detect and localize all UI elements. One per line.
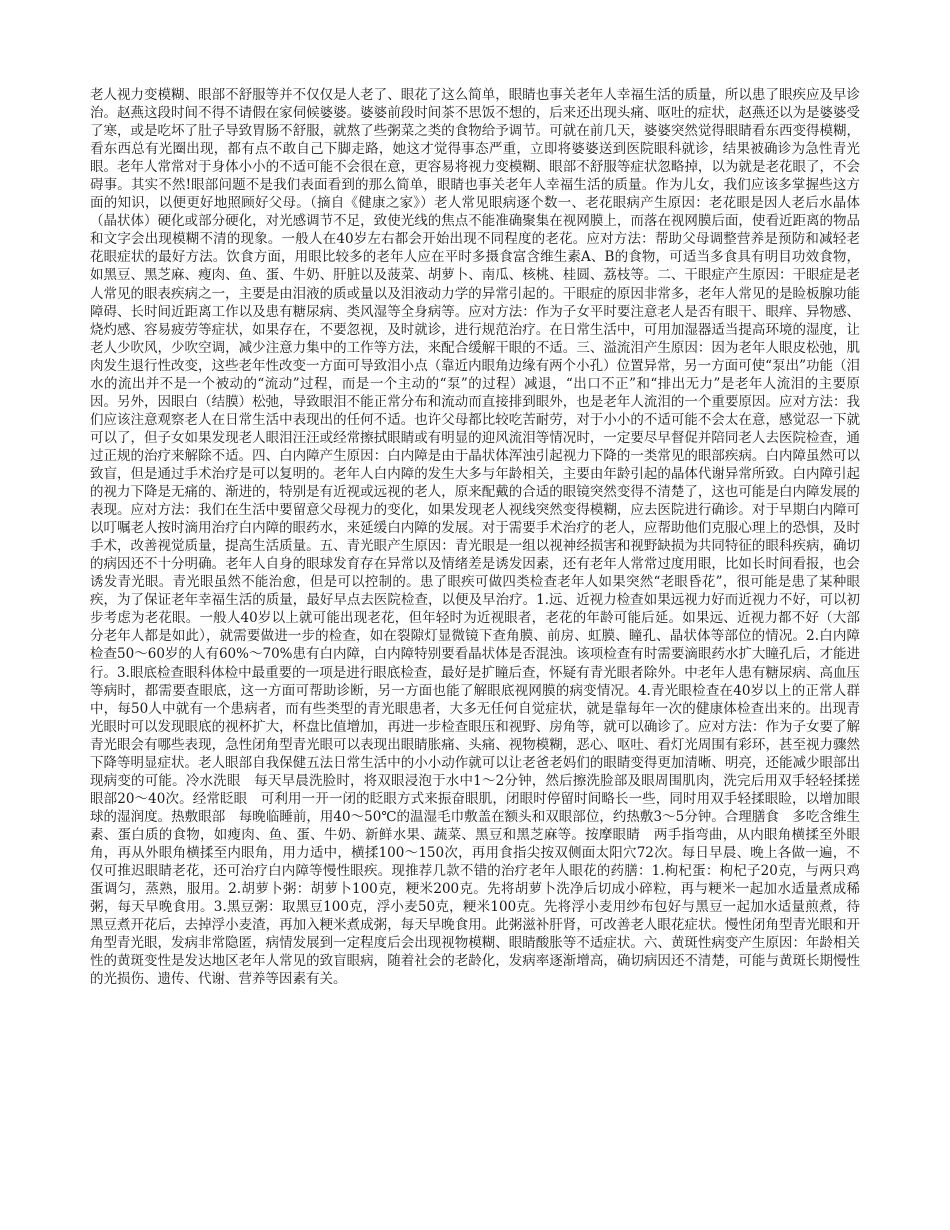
document-page <box>90 86 860 988</box>
article-body: 老人视力变模糊、眼部不舒服等并不仅仅是人老了、眼花了这么简单，眼睛也事关老年人幸福生活的质量，所以患了眼疾应及早诊治。赵燕这段时间不得不请假在家伺候婆婆。婆婆前段时间茶不思饭不想的，后来还出现头痛、呕吐的症状，赵燕还以为是婆婆受了寒，或是吃坏了肚子导致胃肠不舒服，就熬了些粥菜之类的食物给予调节。可就在前几天，婆婆突然觉得眼睛看东西变得模糊，看东西总有光圈出现，都有点不敢自己下脚走路，她这才觉得事态严重，立即将婆婆送到医院眼科就诊，结果被确诊为急性青光眼。老年人常常对于身体小小的不适可能不会很在意，更容易将视力变模糊、眼部不舒服等症状忽略掉，以为就是老花眼了，不会碍事。其实不然!眼部问题不是我们表面看到的那么简单，眼睛也事关老年人幸福生活的质量。作为儿女，我们应该多掌握些这方面的知识，以便更好地照顾好父母。（摘自《健康之家》）老人常见眼病逐个数一、老花眼病产生原因：老花眼是因人老后水晶体（晶状体）硬化或部分硬化，对光感调节不足，致使光线的焦点不能准确聚集在视网膜上，而落在视网膜后面，使看近距离的物品和文字会出现模糊不清的现象。一般人在40岁左右都会开始出现不同程度的老花。应对方法：帮助父母调整营养是预防和减轻老花眼症状的最好方法。饮食方面，用眼比较多的老年人应在平时多摄食富含维生素A、B的食物，可适当多食具有明目功效食物，如黑豆、黑芝麻、瘦肉、鱼、蛋、牛奶、肝脏以及菠菜、胡萝卜、南瓜、核桃、桂圆、荔枝等。二、干眼症产生原因：干眼症是老人常见的眼表疾病之一，主要是由泪液的质或量以及泪液动力学的异常引起的。干眼症的原因非常多，老年人常见的是睑板腺功能障碍、长时间近距离工作以及患有糖尿病、类风湿等全身病等。应对方法：作为子女平时要注意老人是否有眼干、眼痒、异物感、烧灼感、容易疲劳等症状，如果存在，不要忽视，及时就诊，进行规范治疗。在日常生活中，可用加湿器适当提高环境的湿度，让老人少吹风，少吹空调，减少注意力集中的工作等方法，来配合缓解干眼的不适。三、溢流泪产生原因：因为老年人眼皮松弛，肌肉发生退行性改变，这些老年性改变一方面可导致泪小点（靠近内眼角边缘有两个小孔）位置异常，另一方面可使“泵出”功能（泪水的流出并不是一个被动的“流动”过程，而是一个主动的“泵”的过程）减退，“出口不正”和“排出无力”是老年人流泪的主要原因。另外，因眼白（结膜）松弛，导致眼泪不能正常分布和流动而直接排到眼外，也是老年人流泪的一个重要原因。应对方法：我们应该注意观察老人在日常生活中表现出的任何不适。也许父母都比较吃苦耐劳，对于小小的不适可能不会太在意，感觉忍一下就可以了，但子女如果发现老人眼泪汪汪或经常擦拭眼睛或有明显的迎风流泪等情况时，一定要尽早督促并陪同老人去医院检查，通过正规的治疗来解除不适。四、白内障产生原因：白内障是由于晶状体浑浊引起视力下降的一类常见的眼部疾病。白内障虽然可以致盲，但是通过手术治疗是可以复明的。老年人白内障的发生大多与年龄相关，主要由年龄引起的晶体代谢异常所致。白内障引起的视力下降是无痛的、渐进的，特别是有近视或远视的老人，原来配戴的合适的眼镜突然变得不清楚了，这也可能是白内障发展的表现。应对方法：我们在生活中要留意父母视力的变化，如果发现老人视线突然变得模糊，应去医院进行确诊。对于早期白内障可以叮嘱老人按时滴用治疗白内障的眼药水，来延缓白内障的发展。对于需要手术治疗的老人，应帮助他们克服心理上的恐惧，及时手术，改善视觉质量，提高生活质量。五、青光眼产生原因：青光眼是一组以视神经损害和视野缺损为共同特征的眼科疾病，确切的病因还不十分明确。老年人自身的眼球发育存在异常以及情绪差是诱发因素，还有老年人常常过度用眼，比如长时间看报，也会诱发青光眼。青光眼虽然不能治愈，但是可以控制的。患了眼疾可做四类检查老年人如果突然“老眼昏花”，很可能是患了某种眼疾，为了保证老年幸福生活的质量，最好早点去医院检查，以便及早治疗。1.远、近视力检查如果远视力好而近视力不好，可以初步考虑为老花眼。一般人40岁以上就可能出现老花，但年轻时为近视眼者，老花的年龄可能后延。如果远、近视力都不好（大部分老年人都是如此），就需要做进一步的检查，如在裂隙灯显微镜下查角膜、前房、虹膜、瞳孔、晶状体等部位的情况。2.白内障检查50～60岁的人有60%～70%患有白内障，白内障特别要看晶状体是否混浊。该项检查有时需要滴眼药水扩大瞳孔后，才能进行。3.眼底检查眼科体检中最重要的一项是进行眼底检查，最好是扩瞳后查，怀疑有青光眼者除外。中老年人患有糖尿病、高血压等病时，都需要查眼底，这一方面可帮助诊断，另一方面也能了解眼底视网膜的病变情况。4.青光眼检查在40岁以上的正常人群中，每50人中就有一个患病者，而有些类型的青光眼患者，大多无任何自觉症状，就是靠每年一次的健康体检查出来的。出现青光眼时可以发现眼底的视杯扩大，杯盘比值增加，再进一步检查眼压和视野、房角等，就可以确诊了。应对方法：作为子女要了解青光眼会有哪些表现，急性闭角型青光眼可以表现出眼睛胀痛、头痛、视物模糊，恶心、呕吐、看灯光周围有彩环，甚至视力骤然下降等明显症状。老人眼部自我保健五法日常生活中的小小动作就可以让老爸老妈们的眼睛变得更加清晰、明亮，还能减少眼部出现病变的可能。冷水洗眼 每天早晨洗脸时，将双眼浸泡于水中1～2分钟，然后擦洗脸部及眼周围肌肉，洗完后用双手轻轻揉搓眼部20～40次。经常眨眼 可利用一开一闭的眨眼方式来振奋眼肌，闭眼时停留时间略长一些，同时用双手轻揉眼睑，以增加眼球的湿润度。热敷眼部 每晚临睡前，用40～50℃的温湿毛巾敷盖在额头和双眼部位，约热敷3～5分钟。合理膳食 多吃含维生素、蛋白质的食物，如瘦肉、鱼、蛋、牛奶、新鲜水果、蔬菜、黑豆和黑芝麻等。按摩眼睛 两手指弯曲，从内眼角横揉至外眼角，再从外眼角横揉至内眼角，用力适中，横揉100～150次，再用食指尖按双侧面太阳穴72次。每日早晨、晚上各做一遍，不仅可推迟眼睛老花，还可治疗白内障等慢性眼疾。现推荐几款不错的治疗老年人眼花的药膳：1.枸杞蛋：枸杞子20克，与两只鸡蛋调匀，蒸熟，服用。2.胡萝卜粥：胡萝卜100克，粳米200克。先将胡萝卜洗净后切成小碎粒，再与粳米一起加水适量煮成稀粥，每天早晚食用。3.黑豆粥：取黑豆100克，浮小麦50克，粳米100克。先将浮小麦用纱布包好与黑豆一起加水适量煎煮，待黑豆煮开花后，去掉浮小麦渣，再加入粳米煮成粥，每天早晚食用。此粥滋补肝肾，可改善老人眼花症状。慢性闭角型青光眼和开角型青光眼，发病非常隐匿，病情发展到一定程度后会出现视物模糊、眼睛酸胀等不适症状。六、黄斑性病变产生原因：年龄相关性的黄斑变性是发达地区老年人常见的致盲眼病，随着社会的老龄化，发病率逐渐增高，确切病因还不清楚，可能与黄斑长期慢性的光损伤、遗传、代谢、营养等因素有关。 <box>90 87 860 988</box>
